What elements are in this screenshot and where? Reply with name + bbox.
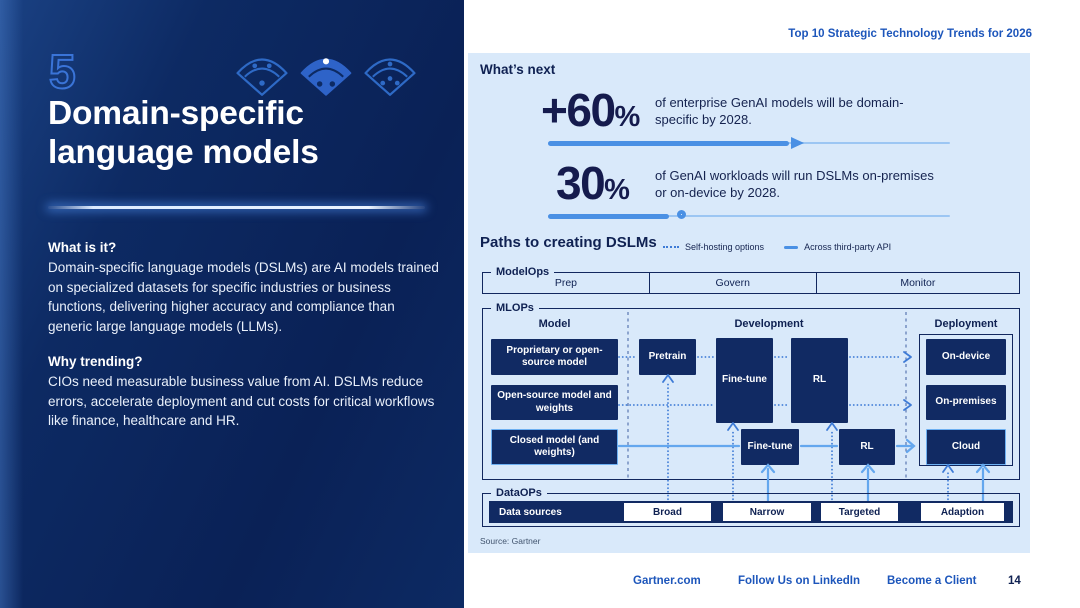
stat-value-60: +60% [541,84,641,136]
fan-gauge-filled-icon [297,50,355,98]
mlops-label: MLOPs [491,300,539,316]
stage-govern: Govern [649,273,816,293]
whats-next-heading: What’s next [480,62,556,77]
dev-box-rl-api: RL [839,429,895,465]
stage-prep: Prep [554,277,578,289]
dev-box-pretrain: Pretrain [639,339,696,375]
svg-text:5: 5 [49,46,76,99]
data-sources-label: Data sources [499,506,562,518]
trend-icons [233,50,419,98]
dataops-box [482,487,1020,527]
dev-box-finetune-self: Fine-tune [716,338,773,423]
stat-value-30: 30% [556,157,630,209]
source-box-narrow: Narrow [723,503,811,521]
deploy-box-on-premises: On-premises [926,385,1006,420]
content-panel [468,53,1030,553]
column-header-model: Model [538,318,571,330]
paths-title: Paths to creating DSLMs [480,234,657,251]
why-trending-body: CIOs need measurable business value from AI. DSLMs reduce errors, accelerate deployment and cut costs for critical workflows like finance, healthcare and HR. [48,373,435,429]
source-box-adaption: Adaption [921,503,1004,521]
model-box-proprietary: Proprietary or open-source model [491,339,618,375]
source-box-targeted: Targeted [821,503,898,521]
source-box-broad: Broad [624,503,711,521]
footer-link-become-client[interactable]: Become a Client [887,575,977,587]
modelops-box [482,266,1020,294]
stat-description: of GenAI workloads will run DSLMs on-premises or on-device by 2028. [655,168,934,201]
legend-item-third-party: Across third-party API [784,242,891,252]
left-panel [0,0,464,608]
legend [663,242,891,252]
column-header-development: Development [734,318,804,330]
solid-line-icon [784,246,798,249]
dataops-label: DataOPs [491,485,547,501]
footer-link-gartner[interactable]: Gartner.com [633,575,701,587]
page-title: Domain-specific language models [48,95,319,172]
trend-description [48,240,442,448]
mlops-box [482,302,1020,480]
model-box-open-source: Open-source model and weights [491,385,618,420]
model-box-closed: Closed model (and weights) [491,429,618,465]
why-trending-heading: Why trending? [48,353,143,369]
fan-gauge-outline-icon [361,50,419,98]
legend-item-self-hosting: Self-hosting options [663,242,764,252]
circle-marker-icon [677,210,686,219]
modelops-label: ModelOps [491,264,554,280]
stat-description: of enterprise GenAI models will be domain-specific by 2028. [655,95,904,128]
deploy-box-cloud: Cloud [926,429,1006,465]
column-header-deployment: Deployment [934,318,998,330]
what-is-it-heading: What is it? [48,240,117,255]
progress-bar-60 [548,136,950,150]
progress-fill [548,214,669,219]
report-title: Top 10 Strategic Technology Trends for 2026 [788,28,1032,40]
deploy-box-on-device: On-device [926,339,1006,375]
dev-box-rl-self: RL [791,338,848,423]
stage-monitor: Monitor [816,273,1019,293]
progress-bar-30 [548,209,950,223]
progress-fill [548,141,789,146]
arrow-marker-icon [791,137,804,149]
trend-number [46,40,100,100]
dev-box-finetune-api: Fine-tune [741,429,799,465]
what-is-it-body: Domain-specific language models (DSLMs) are AI models trained on specialized datasets for specific industries or business functions, delivering higher accuracy and compliance than generic large language models (LLMs). [48,260,439,335]
divider [48,206,425,209]
source-note: Source: Gartner [480,536,541,546]
footer-link-linkedin[interactable]: Follow Us on LinkedIn [738,575,861,587]
fan-gauge-outline-icon [233,50,291,98]
page-number: 14 [1008,575,1021,587]
dotted-line-icon [663,246,679,248]
